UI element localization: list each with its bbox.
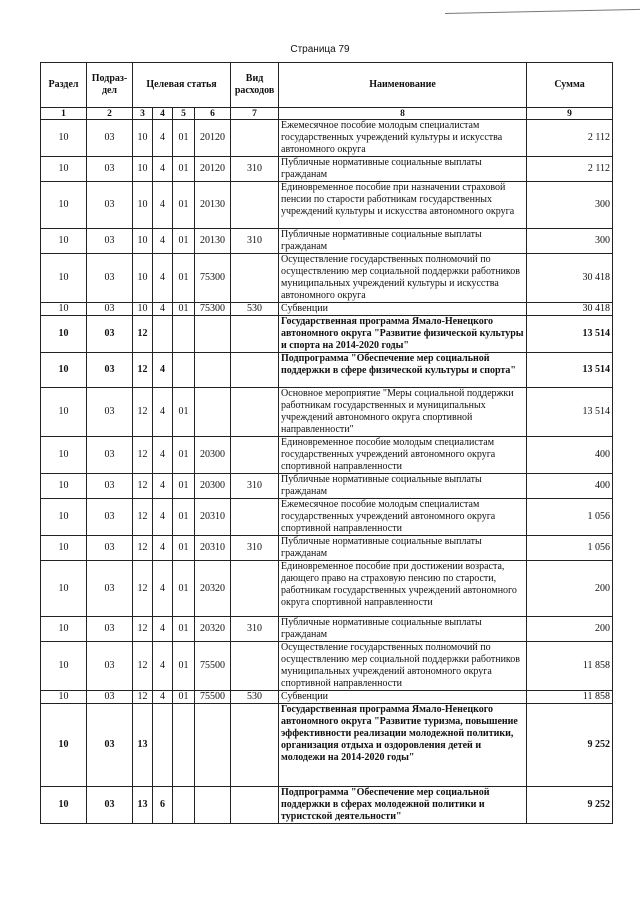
- code-cell: 03: [87, 499, 133, 536]
- code-cell: [231, 787, 279, 824]
- code-cell: 10: [41, 157, 87, 182]
- table-row: [41, 388, 613, 437]
- amount-cell: 30 418: [527, 303, 613, 316]
- code-cell: 310: [231, 617, 279, 642]
- name-cell: Единовременное пособие при назначении страховой пенсии по старости работникам государственных учреждений культуры и искусства автономного округа: [279, 182, 527, 229]
- code-cell: 530: [231, 691, 279, 704]
- code-cell: 10: [41, 691, 87, 704]
- table-row: [41, 254, 613, 303]
- name-cell: Государственная программа Ямало-Ненецкого автономного округа "Развитие физической культуры и спорта на 2014-2020 годы": [279, 316, 527, 353]
- code-cell: 20310: [195, 499, 231, 536]
- table-row: [41, 617, 613, 642]
- code-cell: 01: [173, 388, 195, 437]
- code-cell: 20300: [195, 474, 231, 499]
- code-cell: 12: [133, 642, 153, 691]
- code-cell: 03: [87, 303, 133, 316]
- code-cell: 310: [231, 229, 279, 254]
- table-row: [41, 229, 613, 254]
- column-number: 9: [527, 108, 613, 120]
- code-cell: 10: [41, 642, 87, 691]
- code-cell: 12: [133, 474, 153, 499]
- amount-cell: 11 858: [527, 691, 613, 704]
- name-cell: Публичные нормативные социальные выплаты гражданам: [279, 617, 527, 642]
- column-number: 7: [231, 108, 279, 120]
- table-row: [41, 182, 613, 229]
- code-cell: 01: [173, 182, 195, 229]
- code-cell: 10: [41, 254, 87, 303]
- name-cell: Субвенции: [279, 303, 527, 316]
- code-cell: 01: [173, 229, 195, 254]
- code-cell: 20320: [195, 617, 231, 642]
- code-cell: [173, 316, 195, 353]
- code-cell: 01: [173, 691, 195, 704]
- name-cell: Основное мероприятие "Меры социальной поддержки работникам государственных и муниципальных учреждений автономного округа спортивной направленности": [279, 388, 527, 437]
- code-cell: [231, 353, 279, 388]
- code-cell: 10: [41, 182, 87, 229]
- code-cell: 310: [231, 157, 279, 182]
- code-cell: 03: [87, 254, 133, 303]
- code-cell: 10: [41, 787, 87, 824]
- code-cell: 01: [173, 437, 195, 474]
- page-number: Страница 79: [290, 44, 350, 55]
- name-cell: Публичные нормативные социальные выплаты гражданам: [279, 157, 527, 182]
- amount-cell: 2 112: [527, 157, 613, 182]
- code-cell: 03: [87, 617, 133, 642]
- code-cell: [173, 353, 195, 388]
- code-cell: [231, 642, 279, 691]
- table-row: [41, 704, 613, 787]
- header-expense-type: Вид расходов: [231, 63, 279, 108]
- code-cell: [153, 704, 173, 787]
- code-cell: 10: [41, 353, 87, 388]
- code-cell: 75500: [195, 691, 231, 704]
- code-cell: 10: [133, 120, 153, 157]
- amount-cell: 9 252: [527, 787, 613, 824]
- code-cell: 12: [133, 437, 153, 474]
- code-cell: 10: [41, 474, 87, 499]
- code-cell: 03: [87, 229, 133, 254]
- table-row: [41, 642, 613, 691]
- code-cell: 10: [133, 303, 153, 316]
- code-cell: 4: [153, 229, 173, 254]
- code-cell: 03: [87, 157, 133, 182]
- code-cell: 12: [133, 388, 153, 437]
- code-cell: [195, 787, 231, 824]
- code-cell: 10: [133, 229, 153, 254]
- amount-cell: 1 056: [527, 499, 613, 536]
- code-cell: [173, 704, 195, 787]
- code-cell: 75500: [195, 642, 231, 691]
- name-cell: Публичные нормативные социальные выплаты гражданам: [279, 474, 527, 499]
- name-cell: Публичные нормативные социальные выплаты гражданам: [279, 229, 527, 254]
- amount-cell: 11 858: [527, 642, 613, 691]
- code-cell: 10: [41, 617, 87, 642]
- code-cell: 4: [153, 617, 173, 642]
- name-cell: Государственная программа Ямало-Ненецкого автономного округа "Развитие туризма, повышение эффективности реализации молодежной политики, организация отдыха и оздоровления детей и молодежи на 2014-2020 годы": [279, 704, 527, 787]
- header-row: [41, 63, 613, 108]
- table-row: [41, 437, 613, 474]
- column-number-row: [41, 108, 613, 120]
- code-cell: 10: [41, 704, 87, 787]
- code-cell: 01: [173, 642, 195, 691]
- table-row: [41, 120, 613, 157]
- code-cell: 01: [173, 561, 195, 617]
- code-cell: 12: [133, 353, 153, 388]
- code-cell: 310: [231, 536, 279, 561]
- code-cell: 12: [133, 561, 153, 617]
- code-cell: 75300: [195, 303, 231, 316]
- code-cell: 4: [153, 353, 173, 388]
- code-cell: [231, 704, 279, 787]
- column-number: 1: [41, 108, 87, 120]
- name-cell: Субвенции: [279, 691, 527, 704]
- code-cell: 01: [173, 499, 195, 536]
- table-row: [41, 353, 613, 388]
- header-section: Раздел: [41, 63, 87, 108]
- code-cell: [231, 499, 279, 536]
- code-cell: [231, 182, 279, 229]
- code-cell: 10: [41, 316, 87, 353]
- name-cell: Осуществление государственных полномочий по осуществлению мер социальной поддержки работников муниципальных учреждений автономного округа спортивной направленности: [279, 642, 527, 691]
- column-number: 3: [133, 108, 153, 120]
- code-cell: 10: [41, 388, 87, 437]
- amount-cell: 13 514: [527, 316, 613, 353]
- scan-edge-line: [445, 9, 640, 14]
- code-cell: 10: [41, 561, 87, 617]
- code-cell: 03: [87, 388, 133, 437]
- code-cell: 03: [87, 642, 133, 691]
- table-row: [41, 536, 613, 561]
- code-cell: 03: [87, 787, 133, 824]
- name-cell: Осуществление государственных полномочий по осуществлению мер социальной поддержки работников муниципальных учреждений культуры и искусства автономного округа: [279, 254, 527, 303]
- code-cell: 12: [133, 499, 153, 536]
- amount-cell: 200: [527, 617, 613, 642]
- code-cell: 20130: [195, 182, 231, 229]
- code-cell: 530: [231, 303, 279, 316]
- code-cell: 12: [133, 536, 153, 561]
- code-cell: [231, 254, 279, 303]
- code-cell: 01: [173, 157, 195, 182]
- code-cell: [231, 437, 279, 474]
- code-cell: [195, 388, 231, 437]
- code-cell: 20310: [195, 536, 231, 561]
- column-number: 2: [87, 108, 133, 120]
- code-cell: [195, 704, 231, 787]
- code-cell: 10: [133, 157, 153, 182]
- column-number: 6: [195, 108, 231, 120]
- code-cell: 10: [41, 499, 87, 536]
- code-cell: 03: [87, 474, 133, 499]
- column-number: 5: [173, 108, 195, 120]
- code-cell: 01: [173, 254, 195, 303]
- code-cell: 20320: [195, 561, 231, 617]
- code-cell: 01: [173, 536, 195, 561]
- code-cell: 03: [87, 182, 133, 229]
- column-number: 8: [279, 108, 527, 120]
- code-cell: 12: [133, 691, 153, 704]
- code-cell: 4: [153, 536, 173, 561]
- code-cell: 03: [87, 704, 133, 787]
- table-row: [41, 499, 613, 536]
- code-cell: 01: [173, 617, 195, 642]
- code-cell: 310: [231, 474, 279, 499]
- code-cell: [231, 561, 279, 617]
- code-cell: 01: [173, 474, 195, 499]
- amount-cell: 2 112: [527, 120, 613, 157]
- amount-cell: 400: [527, 437, 613, 474]
- header-name: Наименование: [279, 63, 527, 108]
- amount-cell: 1 056: [527, 536, 613, 561]
- code-cell: 03: [87, 120, 133, 157]
- code-cell: 10: [41, 303, 87, 316]
- code-cell: 4: [153, 182, 173, 229]
- code-cell: 01: [173, 303, 195, 316]
- code-cell: 10: [41, 120, 87, 157]
- code-cell: [231, 388, 279, 437]
- code-cell: 12: [133, 617, 153, 642]
- code-cell: 03: [87, 437, 133, 474]
- table-row: [41, 157, 613, 182]
- amount-cell: 30 418: [527, 254, 613, 303]
- table-row: [41, 787, 613, 824]
- code-cell: 75300: [195, 254, 231, 303]
- code-cell: 03: [87, 691, 133, 704]
- budget-table: [40, 62, 613, 824]
- code-cell: 4: [153, 254, 173, 303]
- code-cell: 4: [153, 437, 173, 474]
- name-cell: Ежемесячное пособие молодым специалистам государственных учреждений автономного округа спортивной направленности: [279, 499, 527, 536]
- amount-cell: 300: [527, 229, 613, 254]
- header-amount: Сумма: [527, 63, 613, 108]
- code-cell: 4: [153, 157, 173, 182]
- code-cell: 20300: [195, 437, 231, 474]
- code-cell: 4: [153, 642, 173, 691]
- table-row: [41, 691, 613, 704]
- code-cell: 10: [41, 536, 87, 561]
- column-number: 4: [153, 108, 173, 120]
- code-cell: [195, 353, 231, 388]
- name-cell: Ежемесячное пособие молодым специалистам государственных учреждений культуры и искусства автономного округа: [279, 120, 527, 157]
- amount-cell: 300: [527, 182, 613, 229]
- amount-cell: 200: [527, 561, 613, 617]
- code-cell: 4: [153, 691, 173, 704]
- code-cell: [231, 316, 279, 353]
- code-cell: 13: [133, 704, 153, 787]
- code-cell: 4: [153, 303, 173, 316]
- code-cell: 10: [133, 182, 153, 229]
- amount-cell: 13 514: [527, 353, 613, 388]
- code-cell: 01: [173, 120, 195, 157]
- table-row: [41, 316, 613, 353]
- code-cell: 03: [87, 316, 133, 353]
- header-subsection: Подраз- дел: [87, 63, 133, 108]
- code-cell: 4: [153, 561, 173, 617]
- code-cell: 10: [41, 229, 87, 254]
- code-cell: 6: [153, 787, 173, 824]
- name-cell: Публичные нормативные социальные выплаты гражданам: [279, 536, 527, 561]
- code-cell: 13: [133, 787, 153, 824]
- name-cell: Подпрограмма "Обеспечение мер социальной поддержки в сфере физической культуры и спорта": [279, 353, 527, 388]
- code-cell: 20120: [195, 120, 231, 157]
- code-cell: [153, 316, 173, 353]
- code-cell: [195, 316, 231, 353]
- code-cell: 03: [87, 536, 133, 561]
- code-cell: 4: [153, 388, 173, 437]
- code-cell: [231, 120, 279, 157]
- name-cell: Единовременное пособие при достижении возраста, дающего право на страховую пенсию по старости, работникам государственных учреждений автономного округа спортивной направленности: [279, 561, 527, 617]
- code-cell: 20120: [195, 157, 231, 182]
- code-cell: 10: [41, 437, 87, 474]
- code-cell: 12: [133, 316, 153, 353]
- name-cell: Единовременное пособие молодым специалистам государственных учреждений автономного округа спортивной направленности: [279, 437, 527, 474]
- code-cell: 4: [153, 120, 173, 157]
- name-cell: Подпрограмма "Обеспечение мер социальной поддержки в сферах молодежной политики и туристской деятельности": [279, 787, 527, 824]
- header-target-article: Целевая статья: [133, 63, 231, 108]
- code-cell: 4: [153, 499, 173, 536]
- code-cell: 03: [87, 353, 133, 388]
- code-cell: 03: [87, 561, 133, 617]
- table-row: [41, 303, 613, 316]
- table-row: [41, 474, 613, 499]
- amount-cell: 9 252: [527, 704, 613, 787]
- code-cell: [173, 787, 195, 824]
- table-row: [41, 561, 613, 617]
- code-cell: 10: [133, 254, 153, 303]
- amount-cell: 13 514: [527, 388, 613, 437]
- code-cell: 20130: [195, 229, 231, 254]
- code-cell: 4: [153, 474, 173, 499]
- amount-cell: 400: [527, 474, 613, 499]
